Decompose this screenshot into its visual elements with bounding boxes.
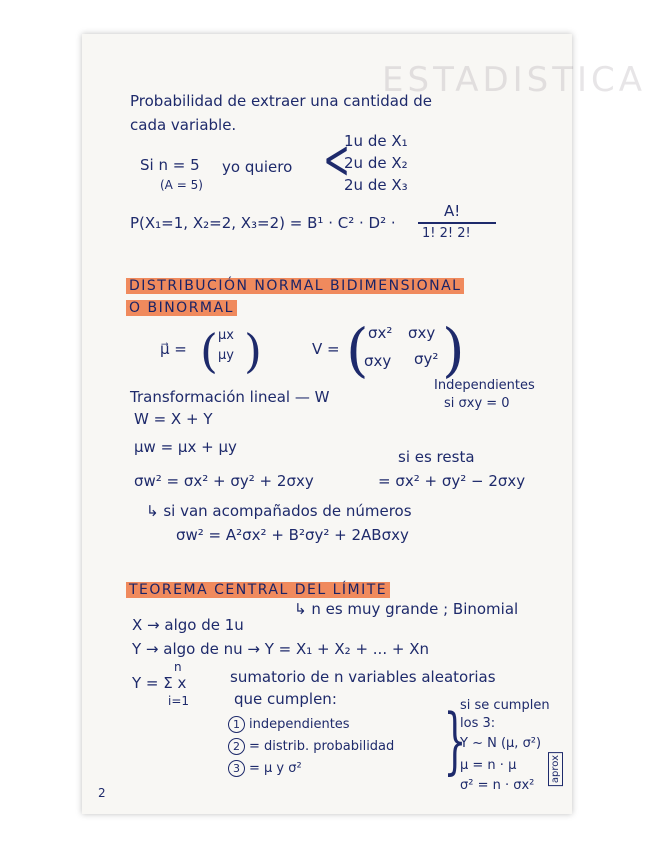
y-line: Y → algo de nu → Y = X₁ + X₂ + ... + Xn [132,640,429,658]
v-12: σxy [408,324,436,342]
bleed-through-title: ESTADISTICA [382,60,647,100]
page-number: 2 [98,786,106,800]
w-equation: W = X + Y [134,410,213,428]
fraction-denominator: 1! 2! 2! [422,226,471,241]
brace-item-2: 2u de X₂ [344,154,408,172]
a-eq-text: (A = 5) [160,178,203,192]
sumatorio-line-1: sumatorio de n variables aleatorias [230,668,496,686]
sigma-w-sum: σw² = σx² + σy² + 2σxy [134,472,314,490]
v-label: V = [312,340,340,358]
acompanados-text: ↳ si van acompañados de números [146,502,412,520]
sigma-w-coefficients: σw² = A²σx² + B²σy² + 2ABσxy [176,526,409,544]
fraction-numerator: A! [444,202,461,220]
mu-open-paren: ( [200,324,218,378]
mu-w-equation: μw = μx + μy [134,438,237,456]
si-n-text: Si n = 5 [140,156,200,174]
condition-1: 1 independientes [228,716,350,733]
fraction-bar [418,222,496,224]
right-brace: } [443,698,467,782]
v-21: σxy [364,352,392,370]
aprox-box: aprox [548,752,563,786]
left-brace: < [323,128,351,191]
brace-item-3: 2u de X₃ [344,176,408,194]
x-line: X → algo de 1u [132,616,244,634]
heading-binormal-1: DISTRIBUCIÓN NORMAL BIDIMENSIONAL [126,276,464,294]
mu-y: μy [218,348,234,363]
y-normal: Y ~ N (μ, σ²) [460,736,542,751]
v-22: σy² [414,350,439,368]
heading-tcl: TEOREMA CENTRAL DEL LÍMITE [126,580,390,598]
sum-lower-limit: i=1 [168,694,190,708]
heading-binormal-2: O BINORMAL [126,298,237,316]
sigma-n: σ² = n · σx² [460,778,535,793]
yo-quiero-text: yo quiero [222,158,293,176]
condition-3: 3 = μ y σ² [228,760,302,777]
si-se-cumplen: si se cumplen [460,698,550,713]
brace-item-1: 1u de X₁ [344,132,408,150]
mu-vector-label: μ⃗ = [160,340,187,358]
sigma-w-diff: = σx² + σy² − 2σxy [378,472,526,490]
multinomial-formula: P(X₁=1, X₂=2, X₃=2) = B¹ · C² · D² · [130,214,396,232]
n-grande-text: ↳ n es muy grande ; Binomial [294,600,519,618]
condition-2: 2 = distrib. probabilidad [228,738,394,755]
mu-x: μx [218,328,234,343]
v-open-paren: ( [346,316,369,384]
sumatorio-line-2: que cumplen: [234,690,337,708]
sum-upper-limit: n [174,660,182,674]
los-3: los 3: [460,716,496,731]
independientes-text: Independientes [434,378,535,393]
notebook-page [82,34,647,814]
prob-line-2: cada variable. [130,116,237,134]
transformacion-text: Transformación lineal — W [130,388,330,406]
independientes-cond: si σxy = 0 [444,396,510,411]
sum-equation: Y = Σ x [132,674,187,692]
mu-n: μ = n · μ [460,758,517,773]
v-11: σx² [368,324,393,342]
mu-close-paren: ) [244,324,262,378]
v-close-paren: ) [442,316,465,384]
si-resta-text: si es resta [398,448,475,466]
prob-line-1: Probabilidad de extraer una cantidad de [130,92,433,110]
